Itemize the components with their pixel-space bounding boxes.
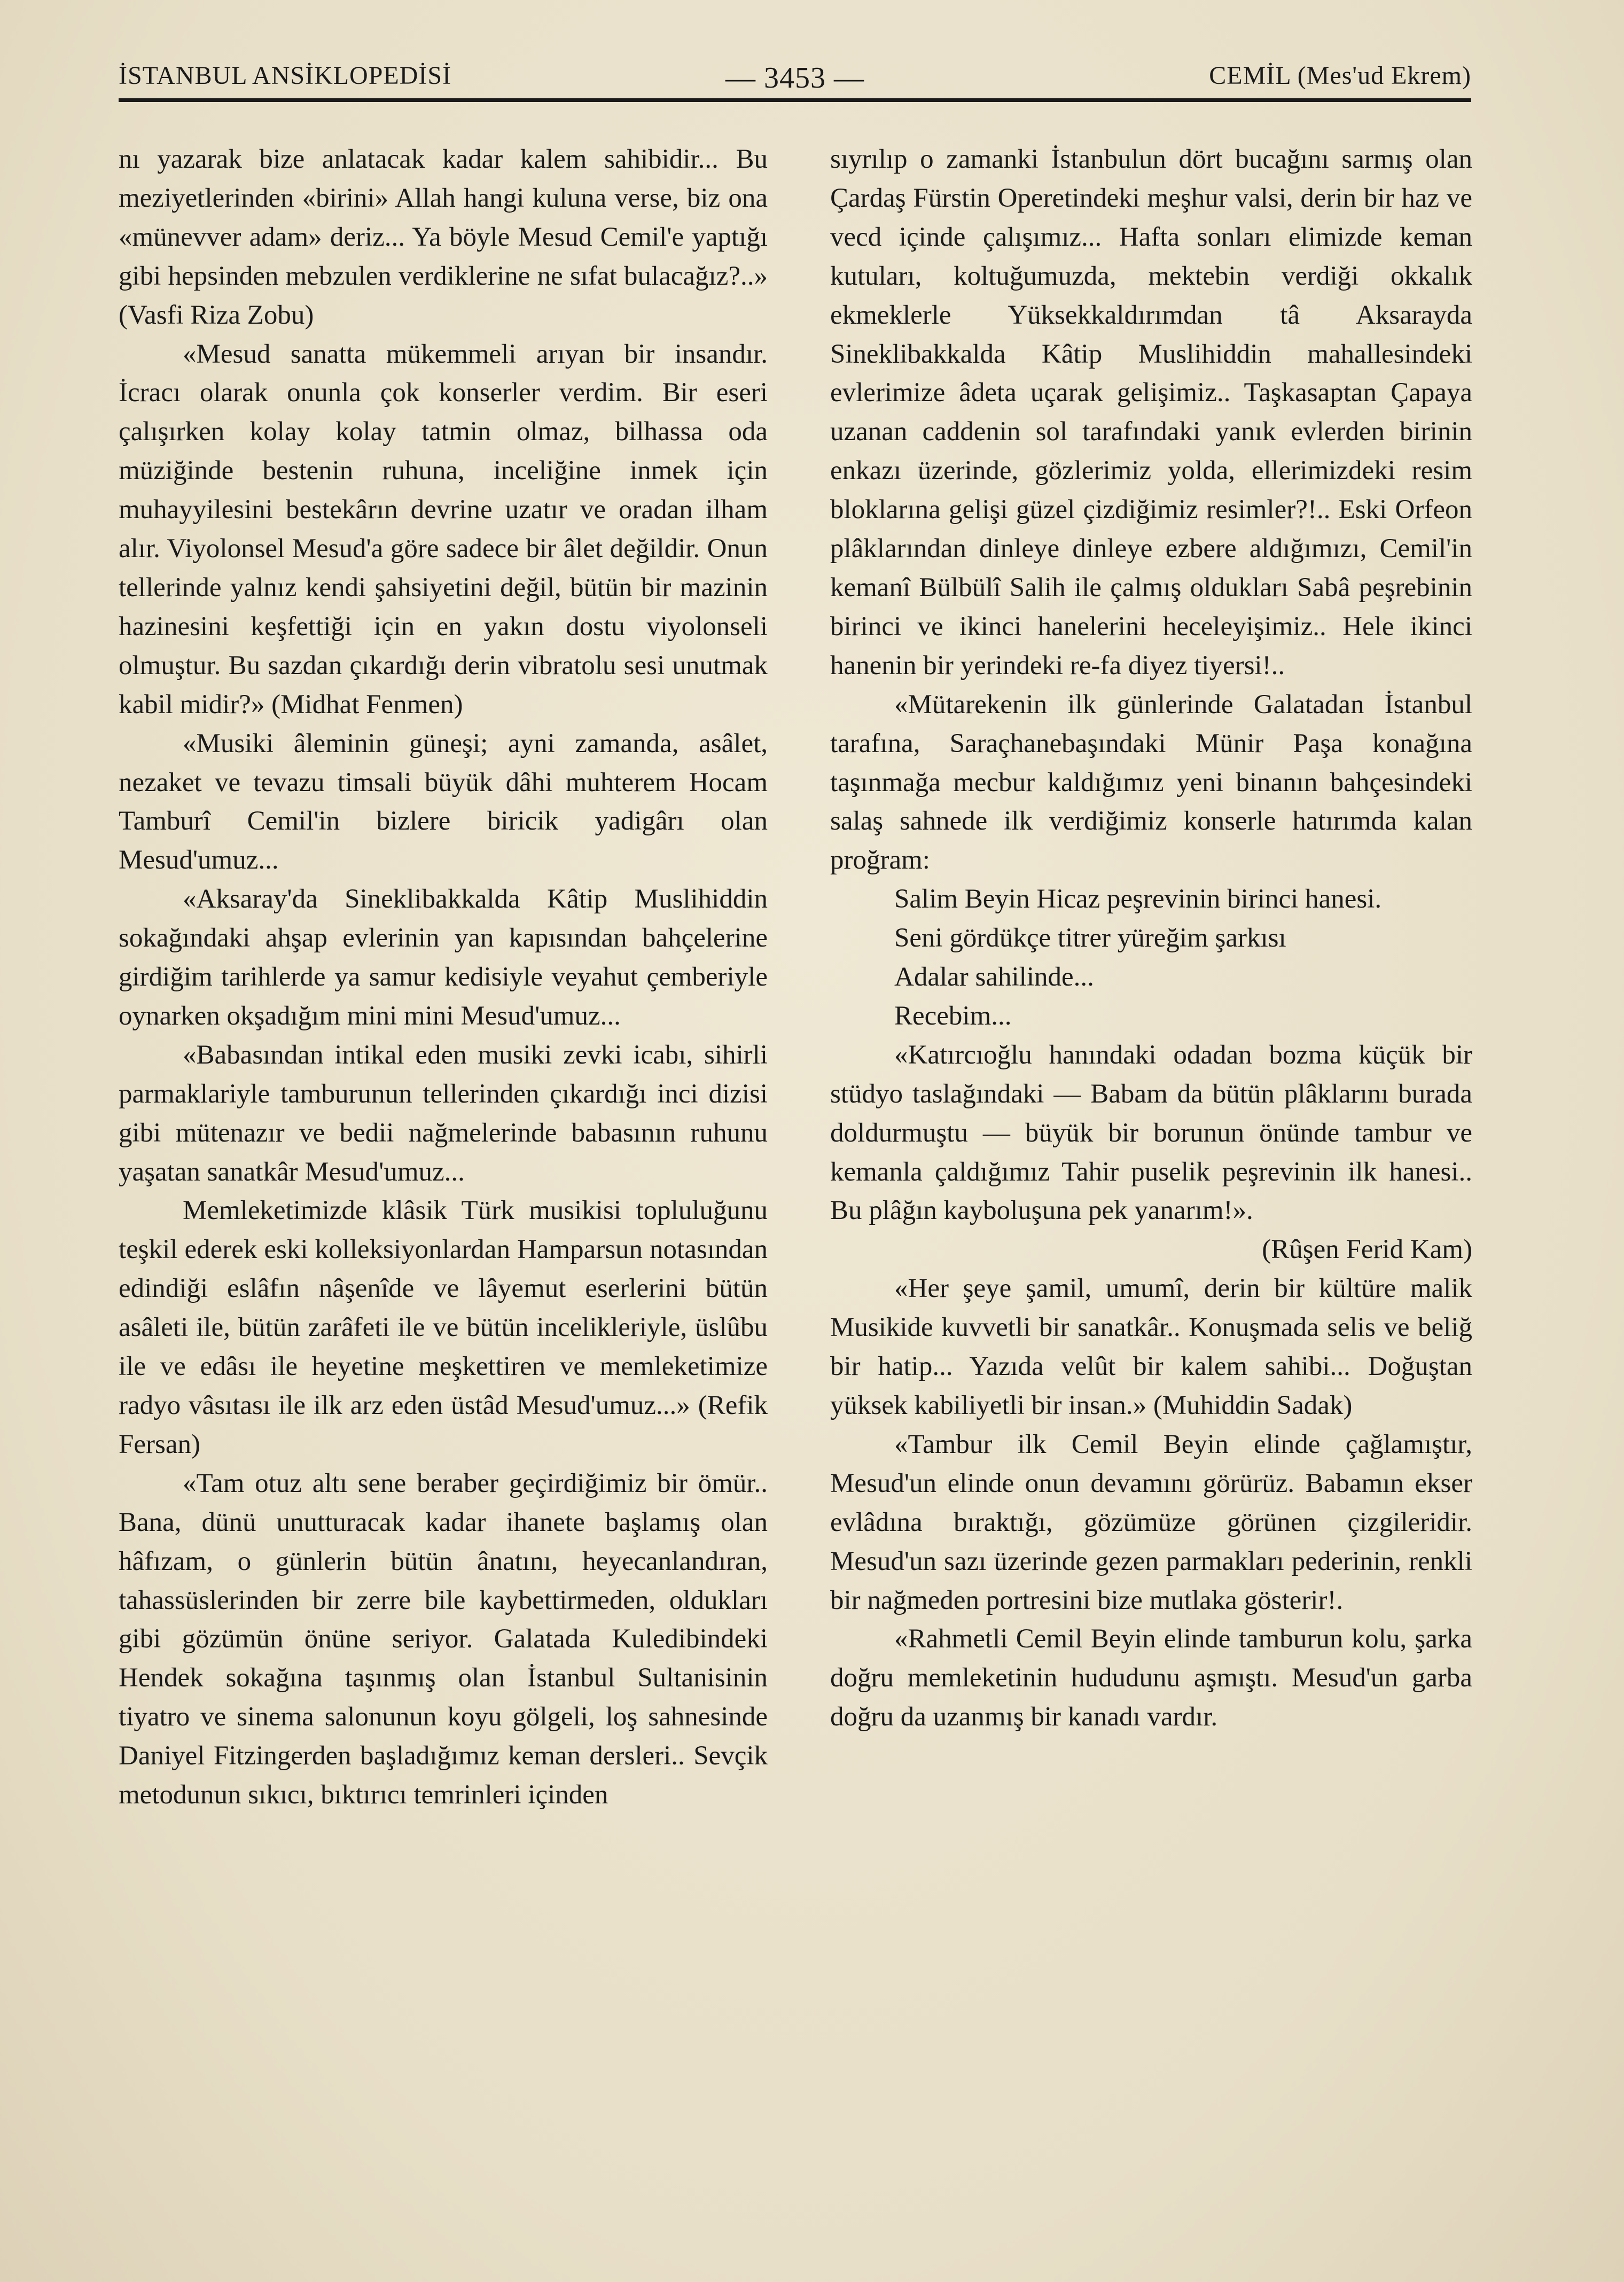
paragraph: Memleketimizde klâsik Türk musikisi topluluğunu teşkil ederek eski kolleksiyonlardan Hamparsun notasından edindiği eslâfın nâşenîde ve lâyemut eserlerini bütün asâleti ile, bütün zarâfeti ile ve bütün incelikleriyle, üslûbu ile ve edâsı ile heyetine meşkettiren ve memleketimize radyo vâsıtası ile ilk arz eden üstâd Mesud'umuz...» (Refik Fersan) [119, 1195, 768, 1459]
program-item: Recebim... [894, 1001, 1012, 1031]
paragraph: «Tambur ilk Cemil Beyin elinde çağlamıştır, Mesud'un elinde onun devamını görürüz. Babamın ekser evlâdına bıraktığı, gözümüze görünen çizgileridir. Mesud'un sazı üzerinde gezen parmakları pederinin, renkli bir nağmeden portresini bize mutlaka gösterir!. [830, 1429, 1472, 1615]
paragraph: «Rahmetli Cemil Beyin elinde tamburun kolu, şarka doğru memleketinin hududunu aşmıştı. Mesud'un garba doğru da uzanmış bir kanadı vardır. [830, 1624, 1472, 1732]
paragraph: sıyrılıp o zamanki İstanbulun dört bucağını sarmış olan Çardaş Fürstin Operetindeki meşhur valsi, derin bir haz ve vecd içinde çalışımız... Hafta sonları elimizde keman kutuları, koltuğumuzda, mektebin verdiği okkalık ekmeklerle Yüksekkaldırımdan tâ Aksarayda Sineklibakkalda Kâtip Muslihiddin mahallesindeki evlerimize âdeta uçarak gelişimiz.. Taşkasaptan Çapaya uzanan caddenin sol tarafındaki yanık evlerden birinin enkazı üzerinde, gözlerimiz yolda, ellerimizdeki resim bloklarına gelişi güzel çizdiğimiz resimler?!.. Eski Orfeon plâklarından dinleye dinleye ezbere aldığımızı, Cemil'in kemanî Bülbülî Salih ile çalmış oldukları Sabâ peşrebinin birinci ve ikinci hanelerini heceleyişimiz.. Hele ikinci hanenin bir yerindeki re-fa diyez tiyersi!.. [830, 144, 1472, 681]
paragraph: «Mütarekenin ilk günlerinde Galatadan İstanbul tarafına, Saraçhanebaşındaki Münir Paşa konağına taşınmağa mecbur kaldığımız yeni binanın bahçesindeki salaş sahnede ilk verdiğimiz konserle hatırımda kalan proğram: [830, 689, 1472, 876]
paragraph: «Katırcıoğlu hanındaki odadan bozma küçük bir stüdyo taslağındaki — Babam da bütün plâklarını burada doldurmuştu — büyük bir borunun önünde tambur ve kemanla çaldığımız Tahir puselik peşrevinin ilk hanesi.. Bu plâğın kayboluşuna pek yanarım!». [830, 1040, 1472, 1226]
program-item: Salim Beyin Hicaz peşrevinin birinci hanesi. [894, 884, 1382, 915]
header-entry-title: CEMİL (Mes'ud Ekrem) [1209, 61, 1471, 90]
paragraph: «Mesud sanatta mükemmeli arıyan bir insandır. İcracı olarak onunla çok konserler verdim. Bir eseri çalışırken kolay kolay tatmin olmaz, bilhassa oda müziğinde bestenin ruhuna, inceliğine inmek için muhayyilesini bestekârın devrine uzatır ve oradan ilham alır. Viyolonsel Mesud'a göre sadece bir âlet değildir. Onun tellerinde yalnız kendi şahsiyetini değil, bütün bir mazinin hazinesini keşfettiği için en yakın dostu viyolonseli olmuştur. Bu sazdan çıkardığı derin vibratolu sesi unutmak kabil midir?» (Midhat Fenmen) [119, 339, 768, 720]
header-publication-title: İSTANBUL ANSİKLOPEDİSİ [119, 61, 452, 90]
program-item: Adalar sahilinde... [894, 962, 1094, 992]
signature: (Rûşen Ferid Kam) [1262, 1234, 1472, 1265]
paragraph: «Her şeye şamil, umumî, derin bir kültüre malik Musikide kuvvetli bir sanatkâr.. Konuşmada selis ve beliğ bir hatip... Yazıda velût bir kalem sahibi... Doğuştan yüksek kabiliyetli bir insan.» (Muhiddin Sadak) [830, 1273, 1472, 1420]
left-column [119, 140, 768, 1815]
paragraph: «Aksaray'da Sineklibakkalda Kâtip Muslihiddin sokağındaki ahşap evlerinin yan kapısından bahçelerine girdiğim tarihlerde ya samur kedisiyle veyahut çemberiyle oynarken okşadığım mini mini Mesud'umuz... [119, 884, 768, 1031]
paragraph: «Musiki âleminin güneşi; ayni zamanda, asâlet, nezaket ve tevazu timsali büyük dâhi muhterem Hocam Tamburî Cemil'in bizlere biricik yadigârı olan Mesud'umuz... [119, 728, 768, 876]
paragraph: «Babasından intikal eden musiki zevki icabı, sihirli parmaklariyle tamburunun tellerinden çıkardığı inci dizisi gibi mütenazır ve bedii nağmelerinde babasının ruhunu yaşatan sanatkâr Mesud'umuz... [119, 1040, 768, 1187]
paragraph: nı yazarak bize anlatacak kadar kalem sahibidir... Bu meziyetlerinden «birini» Allah hangi kuluna verse, biz ona «münevver adam» deriz... Ya böyle Mesud Cemil'e yaptığı gibi hepsinden mebzulen verdiklerine ne sıfat bulacağız?..» (Vasfi Riza Zobu) [119, 144, 768, 330]
paragraph: «Tam otuz altı sene beraber geçirdiğimiz bir ömür.. Bana, dünü unutturacak kadar ihanete başlamış olan hâfızam, o günlerin bütün ânatını, heyecanlandıran, tahassüslerinden bir zerre bile kaybettirmeden, oldukları gibi gözümün önüne seriyor. Galatada Kuledibindeki Hendek sokağına taşınmış olan İstanbul Sultanisinin tiyatro ve sinema salonunun koyu gölgeli, loş sahnesinde Daniyel Fitzingerden başladığımız keman dersleri.. Sevçik metodunun sıkıcı, bıktırıcı temrinleri içinden [119, 1468, 768, 1810]
program-item: Seni gördükçe titrer yüreğim şarkısı [894, 923, 1286, 954]
header-rule [119, 98, 1471, 102]
page-header [119, 56, 1471, 98]
header-page-number: — 3453 — [725, 61, 864, 95]
right-column [830, 140, 1472, 1737]
